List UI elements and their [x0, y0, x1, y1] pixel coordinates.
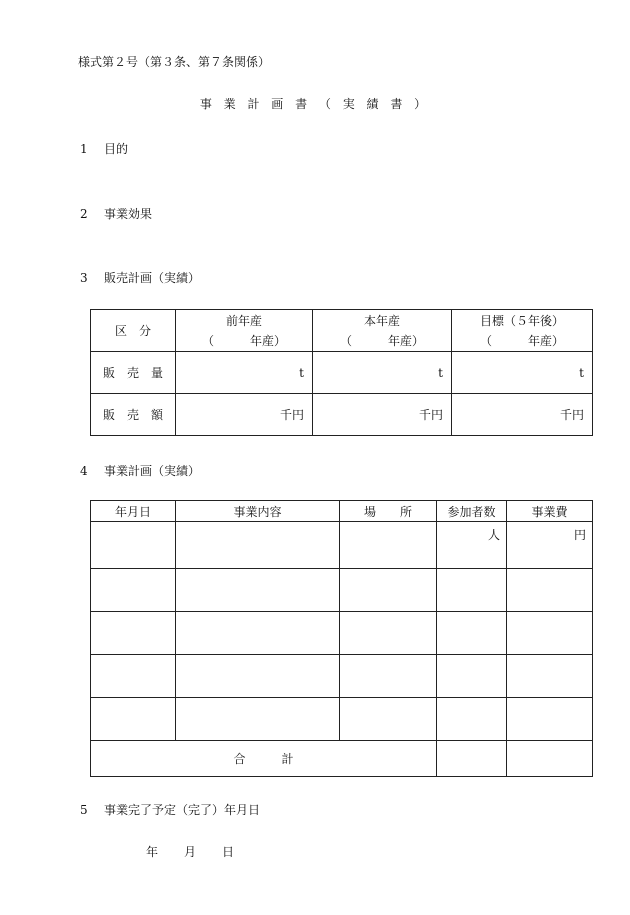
- date-cell[interactable]: [91, 569, 176, 612]
- header-participants: 参加者数: [437, 501, 507, 522]
- column-sub: （ 年産）: [479, 333, 564, 348]
- column-title: 前年産: [225, 313, 262, 328]
- section-number: 5: [80, 803, 88, 817]
- cost-cell[interactable]: 円: [507, 522, 593, 569]
- sales-volume-row: [91, 352, 593, 394]
- column-previous-year: [176, 310, 313, 352]
- content-cell[interactable]: [176, 612, 340, 655]
- date-cell[interactable]: [91, 698, 176, 741]
- participants-cell[interactable]: [437, 612, 507, 655]
- completion-date-line: [146, 843, 260, 860]
- participants-cell[interactable]: [437, 655, 507, 698]
- total-cost-cell[interactable]: [507, 741, 593, 777]
- total-participants-cell[interactable]: [437, 741, 507, 777]
- section-1-heading: [80, 140, 128, 157]
- column-title: 本年産: [363, 313, 400, 328]
- participants-cell[interactable]: 人: [437, 522, 507, 569]
- cost-cell[interactable]: [507, 655, 593, 698]
- sales-plan-table: [90, 309, 593, 436]
- page-title: 事 業 計 画 書 （ 実 績 書 ）: [199, 97, 431, 111]
- column-this-year: [313, 310, 452, 352]
- month-label: 月: [184, 845, 197, 859]
- cost-cell[interactable]: [507, 698, 593, 741]
- date-cell[interactable]: [91, 522, 176, 569]
- header-date: 年月日: [91, 501, 176, 522]
- section-2-heading: [80, 205, 152, 222]
- participants-cell[interactable]: [437, 569, 507, 612]
- section-label: 事業完了予定（完了）年月日: [104, 803, 261, 817]
- date-cell[interactable]: [91, 655, 176, 698]
- form-number: 様式第２号（第３条、第７条関係）: [78, 55, 271, 69]
- row-label: 販 売 額: [91, 394, 176, 436]
- sales-amount-row: [91, 394, 593, 436]
- table-row: [91, 698, 593, 741]
- year-label: 年: [146, 845, 159, 859]
- section-label: 事業計画（実績）: [104, 464, 201, 478]
- participants-cell[interactable]: [437, 698, 507, 741]
- column-target: [452, 310, 593, 352]
- section-5-heading: [80, 801, 260, 818]
- date-cell[interactable]: [91, 612, 176, 655]
- content-cell[interactable]: [176, 655, 340, 698]
- content-cell[interactable]: [176, 569, 340, 612]
- place-cell[interactable]: [340, 522, 437, 569]
- volume-previous-cell[interactable]: t: [176, 352, 313, 394]
- section-3-heading: [80, 269, 200, 286]
- row-label: 販 売 量: [91, 352, 176, 394]
- cost-cell[interactable]: [507, 612, 593, 655]
- header-place: 場 所: [340, 501, 437, 522]
- table-row: [91, 655, 593, 698]
- events-header-row: [91, 501, 593, 522]
- content-cell[interactable]: [176, 522, 340, 569]
- event-plan-table: [90, 500, 593, 777]
- section-number: 2: [80, 207, 88, 221]
- column-sub: （ 年産）: [201, 333, 286, 348]
- place-cell[interactable]: [340, 655, 437, 698]
- section-label: 目的: [104, 142, 129, 156]
- volume-current-cell[interactable]: t: [313, 352, 452, 394]
- category-header: 区 分: [91, 310, 176, 352]
- total-row: [91, 741, 593, 777]
- column-title: 目標（５年後）: [479, 313, 564, 328]
- table-row: [91, 612, 593, 655]
- cost-cell[interactable]: [507, 569, 593, 612]
- amount-current-cell[interactable]: 千円: [313, 394, 452, 436]
- content-cell[interactable]: [176, 698, 340, 741]
- column-sub: （ 年産）: [339, 333, 424, 348]
- total-label: 合 計: [91, 741, 437, 777]
- header-content: 事業内容: [176, 501, 340, 522]
- section-label: 事業効果: [104, 207, 153, 221]
- table-row: [91, 522, 593, 569]
- place-cell[interactable]: [340, 698, 437, 741]
- section-number: 3: [80, 271, 88, 285]
- place-cell[interactable]: [340, 612, 437, 655]
- section-number: 1: [80, 142, 88, 156]
- day-label: 日: [222, 845, 235, 859]
- header-cost: 事業費: [507, 501, 593, 522]
- amount-previous-cell[interactable]: 千円: [176, 394, 313, 436]
- place-cell[interactable]: [340, 569, 437, 612]
- table-row: [91, 569, 593, 612]
- sales-header-row: [91, 310, 593, 352]
- section-label: 販売計画（実績）: [104, 271, 201, 285]
- amount-target-cell[interactable]: 千円: [452, 394, 593, 436]
- volume-target-cell[interactable]: t: [452, 352, 593, 394]
- section-number: 4: [80, 464, 88, 478]
- section-4-heading: [80, 462, 200, 479]
